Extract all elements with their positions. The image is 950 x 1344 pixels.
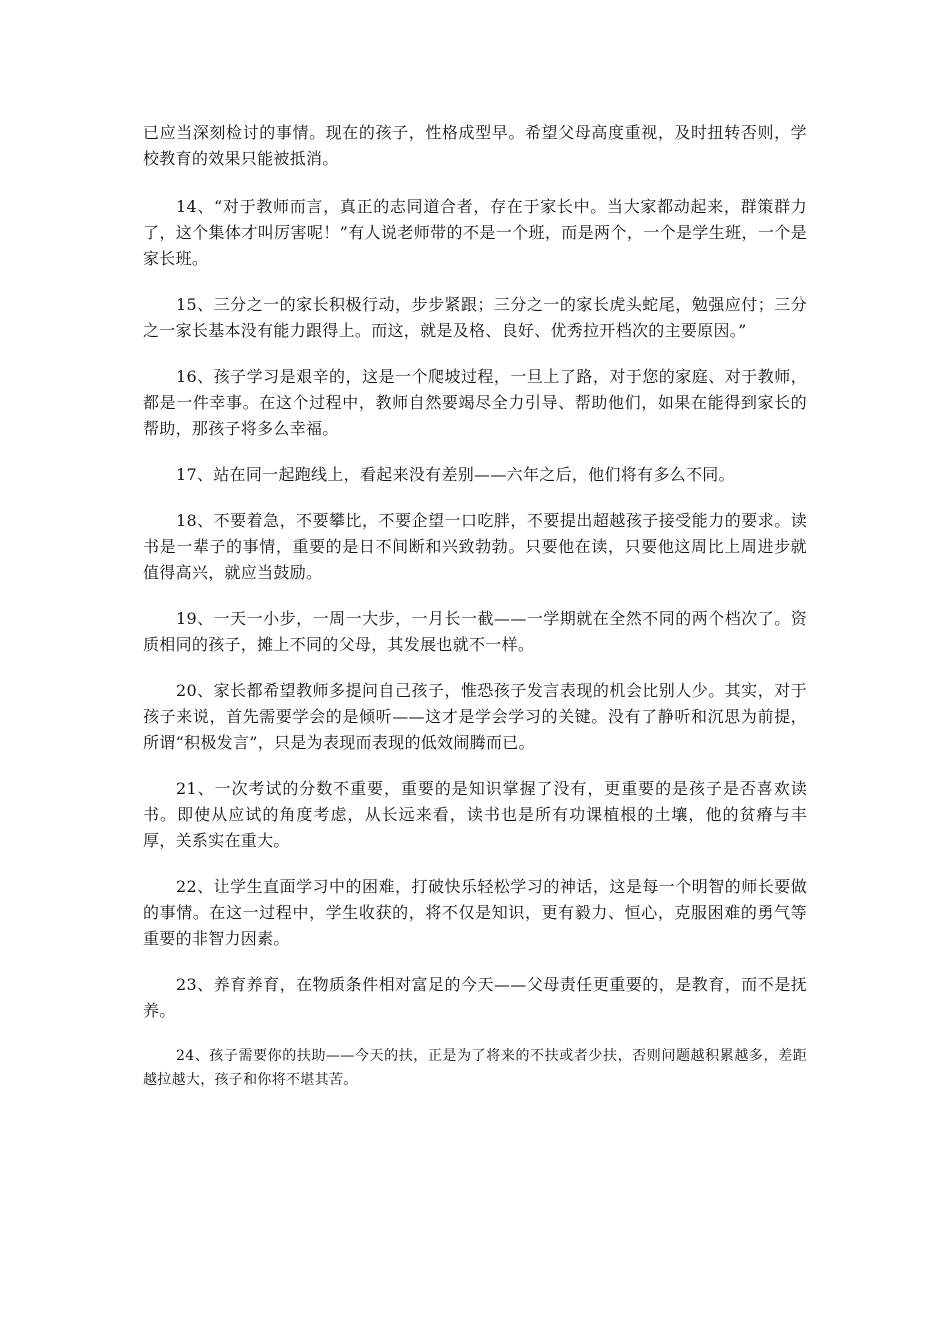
paragraph-18: 18、不要着急，不要攀比，不要企望一口吃胖，不要提出超越孩子接受能力的要求。读书是一辈子的事情，重要的是日不间断和兴致勃勃。只要他在读，只要他这周比上周进步就值得高兴，就应当鼓励。 — [143, 511, 807, 582]
paragraph-continuation: 已应当深刻检讨的事情。现在的孩子，性格成型早。希望父母高度重视，及时扭转否则，学校教育的效果只能被抵消。 — [143, 123, 807, 168]
paragraph-22: 22、让学生直面学习中的困难，打破快乐轻松学习的神话，这是每一个明智的师长要做的事情。在这一过程中，学生收获的，将不仅是知识，更有毅力、恒心，克服困难的勇气等重要的非智力因素。 — [143, 877, 807, 948]
paragraph-21: 21、一次考试的分数不重要，重要的是知识掌握了没有，更重要的是孩子是否喜欢读书。即使从应试的角度考虑，从长远来看，读书也是所有功课植根的土壤，他的贫瘠与丰厚，关系实在重大。 — [143, 779, 807, 850]
paragraph-23: 23、养育养育，在物质条件相对富足的今天——父母责任更重要的，是教育，而不是抚养。 — [143, 975, 807, 1020]
paragraph-17: 17、站在同一起跑线上，看起来没有差别——六年之后，他们将有多么不同。 — [176, 465, 735, 484]
paragraph-16: 16、孩子学习是艰辛的，这是一个爬坡过程，一旦上了路，对于您的家庭、对于教师，都是一件幸事。在这个过程中，教师自然要竭尽全力引导、帮助他们，如果在能得到家长的帮助，那孩子将多么幸福。 — [143, 367, 807, 438]
paragraph-19: 19、一天一小步，一周一大步，一月长一截——一学期就在全然不同的两个档次了。资质相同的孩子，摊上不同的父母，其发展也就不一样。 — [143, 609, 807, 654]
paragraph-14: 14、“对于教师而言，真正的志同道合者，存在于家长中。当大家都动起来，群策群力了，这个集体才叫厉害呢！”有人说老师带的不是一个班，而是两个，一个是学生班，一个是家长班。 — [143, 197, 807, 268]
paragraph-15: 15、三分之一的家长积极行动，步步紧跟；三分之一的家长虎头蛇尾，勉强应付；三分之一家长基本没有能力跟得上。而这，就是及格、良好、优秀拉开档次的主要原因。” — [143, 295, 807, 340]
paragraph-20: 20、家长都希望教师多提问自己孩子，惟恐孩子发言表现的机会比别人少。其实，对于孩子来说，首先需要学会的是倾听——这才是学会学习的关键。没有了静听和沉思为前提，所谓“积极发言”，只是为表现而表现的低效闹腾而已。 — [143, 681, 807, 752]
document-body — [143, 120, 807, 1112]
paragraph-24: 24、孩子需要你的扶助——今天的扶，正是为了将来的不扶或者少扶，否则问题越积累越多，差距越拉越大，孩子和你将不堪其苦。 — [143, 1048, 807, 1088]
